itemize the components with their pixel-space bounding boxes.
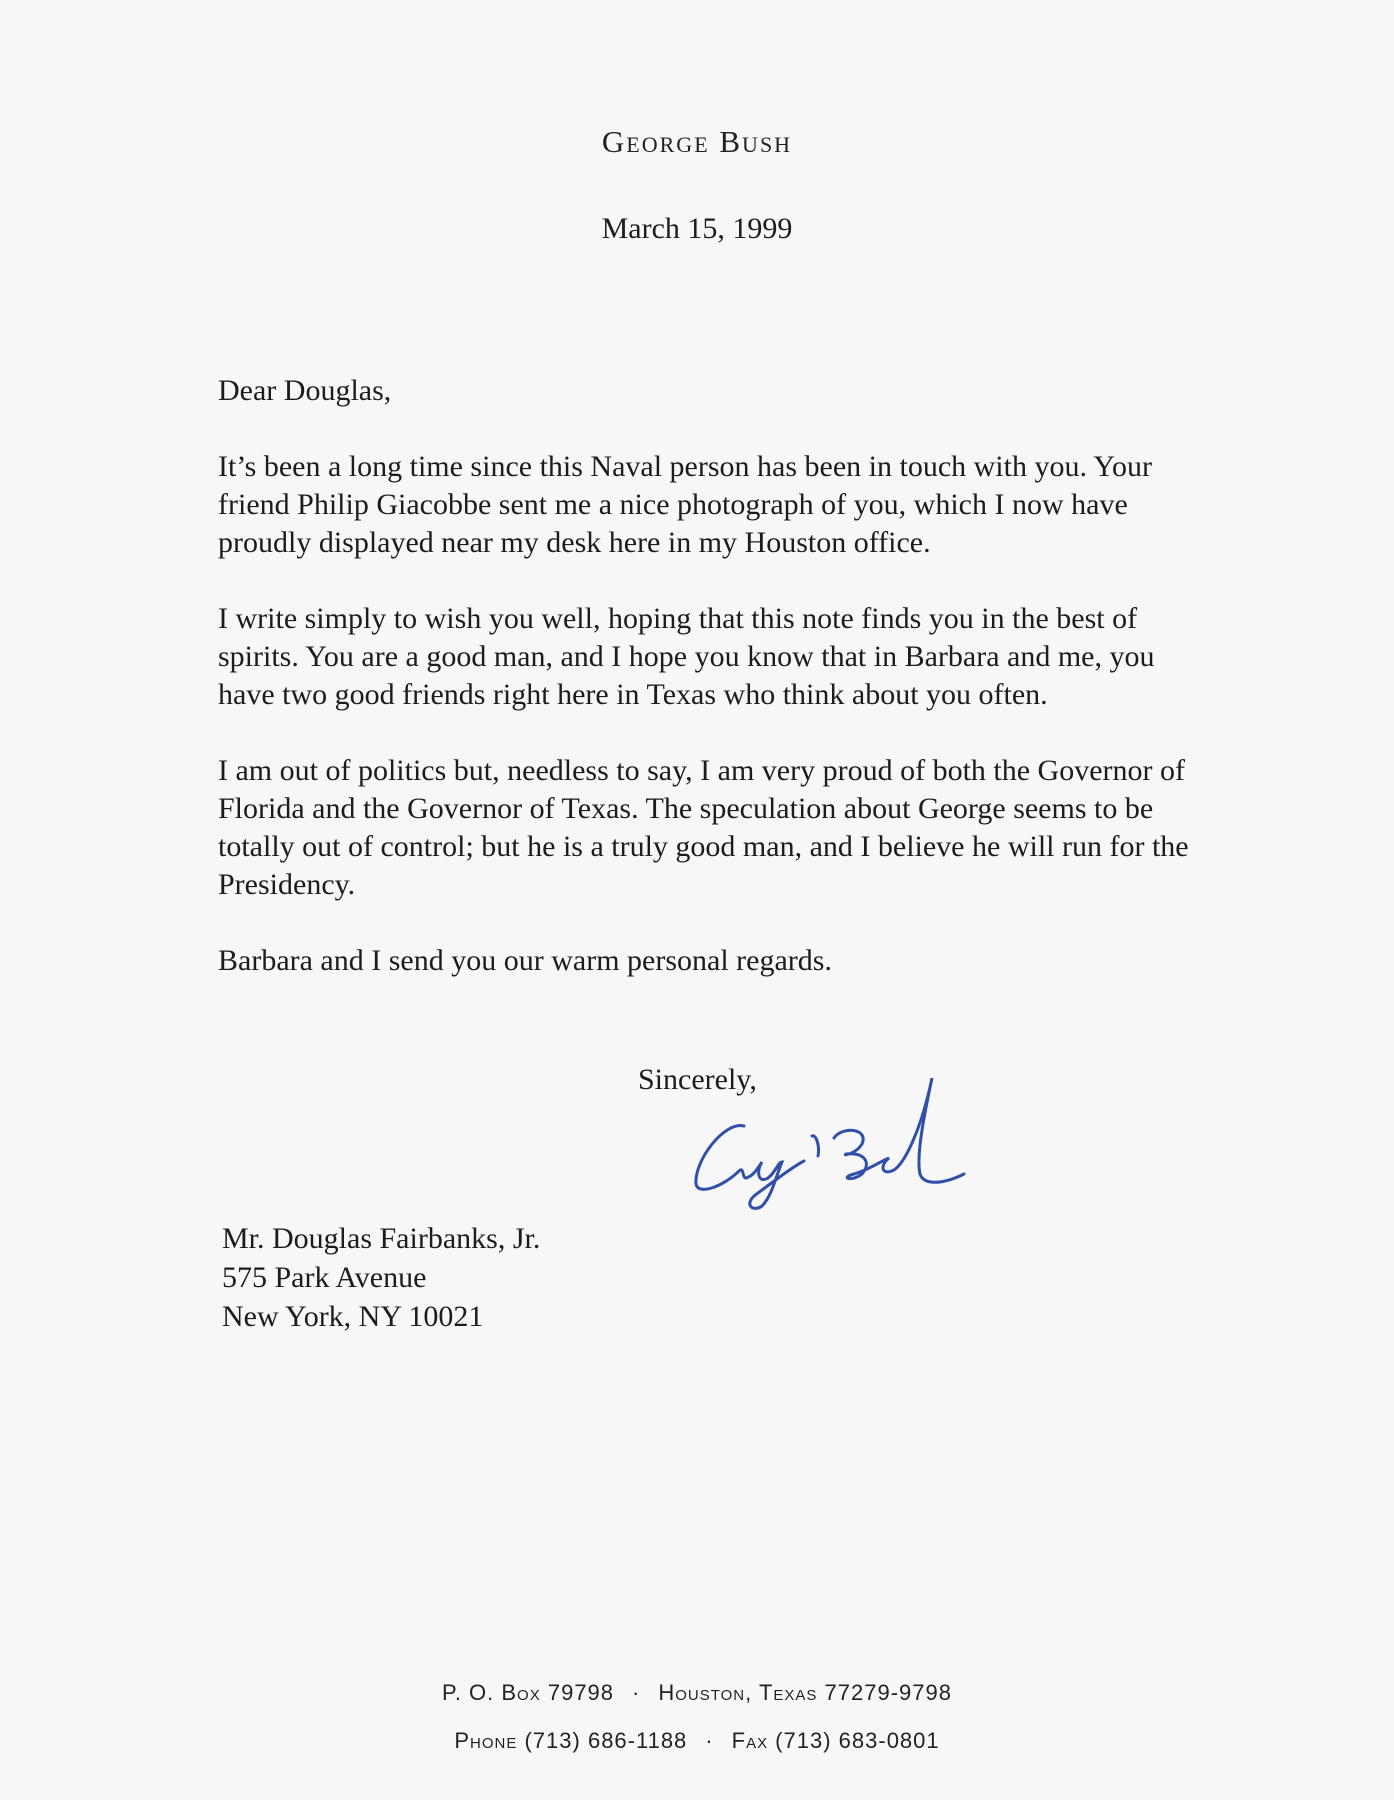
paragraph-3: I am out of politics but, needless to say, I am very proud of both the Governor of Florida and the Governor of Texas. The speculation about George seems to be totally out of control; but he is a truly good man, and I believe he will run for the Presidency. [218,754,1189,901]
footer-contact: Phone (713) 686-1188 · Fax (713) 683-0801 [454,1728,940,1753]
recipient-street: 575 Park Avenue [222,1261,427,1294]
closing: Sincerely, [638,1063,757,1096]
recipient-address [222,1219,540,1336]
salutation: Dear Douglas, [218,374,392,407]
footer-po-box: P. O. Box 79798 [441,1680,615,1705]
letterhead-name: George Bush [601,124,793,159]
letter-body [218,372,1198,1018]
letter-date: March 15, 1999 [601,212,793,245]
footer-fax: Fax (713) 683-0801 [731,1728,940,1753]
footer-city: Houston, Texas 77279-9798 [658,1680,952,1705]
footer-phone: Phone (713) 686-1188 [454,1728,688,1753]
paragraph-1: It’s been a long time since this Naval person has been in touch with you. Your friend Philip Giacobbe sent me a nice photograph of you, which I now have proudly displayed near my desk here in my Houston office. [218,450,1153,559]
paragraph-4: Barbara and I send you our warm personal regards. [218,944,832,977]
paragraph-2: I write simply to wish you well, hoping that this note finds you in the best of spirits. You are a good man, and I hope you know that in Barbara and me, you have two good friends right here in Texas who think about you often. [218,602,1155,711]
signature [684,1066,1004,1216]
recipient-name: Mr. Douglas Fairbanks, Jr. [222,1222,541,1255]
footer-address: P. O. Box 79798 · Houston, Texas 77279-9798 [441,1680,952,1705]
recipient-city: New York, NY 10021 [222,1300,484,1333]
